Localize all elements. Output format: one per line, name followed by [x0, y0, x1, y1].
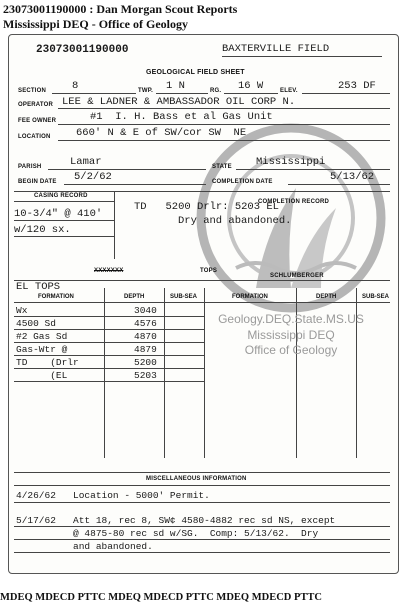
rg-value: 16 W — [238, 80, 264, 92]
completion-line-1: TD 5200 Drlr: 5203 EL — [134, 201, 279, 213]
parish-value: Lamar — [70, 156, 102, 168]
completion-line-2: Dry and abandoned. — [178, 215, 292, 227]
casing-record-label: CASING RECORD — [34, 193, 88, 199]
th-formation-left: FORMATION — [38, 294, 74, 300]
el-tops-label: EL TOPS — [16, 281, 61, 293]
api-number: 23073001190000 — [36, 44, 129, 56]
th-subsea-left: SUB-SEA — [170, 294, 198, 300]
th-subsea-right: SUB-SEA — [362, 294, 390, 300]
operator-value: LEE & LADNER & AMBASSADOR OIL CORP N. — [62, 96, 296, 108]
tops-row-depth: 4870 — [134, 331, 157, 342]
tops-row-depth: 4576 — [134, 318, 157, 329]
th-formation-right: FORMATION — [232, 294, 268, 300]
tops-row-formation: 4500 Sd — [16, 318, 56, 329]
state-label: STATE — [212, 164, 232, 170]
fee-owner-value: #1 I. H. Bass et al Gas Unit — [90, 111, 273, 123]
misc-line: 4/26/62 Location - 5000' Permit. — [16, 490, 210, 501]
misc-line: and abandoned. — [16, 541, 153, 552]
section-label: SECTION — [18, 88, 47, 94]
tops-row-formation: Gas-Wtr @ — [16, 344, 68, 355]
elev-label: ELEV. — [280, 88, 298, 94]
footer-banner: MDEQ MDECD PTTC MDEQ MDECD PTTC MDEQ MDECD PTTC — [0, 592, 322, 603]
watermark-org: Mississippi DEQ — [247, 328, 335, 342]
tops-row-depth: 3040 — [134, 305, 157, 316]
location-value: 660' N & E of SW/cor SW NE — [76, 127, 247, 139]
misc-line: 5/17/62 Att 18, rec 8, SW¢ 4580-4882 rec sd NS, except — [16, 515, 336, 526]
twp-value: 1 N — [166, 80, 185, 92]
page-header-title: 23073001190000 : Dan Morgan Scout Reports — [3, 2, 238, 16]
tops-row-formation: (EL — [16, 370, 68, 381]
misc-line: @ 4875-80 rec sd w/SG. Comp: 5/13/62. Dry — [16, 528, 319, 539]
watermark-office: Office of Geology — [244, 343, 338, 357]
sheet-title: GEOLOGICAL FIELD SHEET — [146, 69, 245, 76]
th-depth-right: DEPTH — [316, 294, 337, 300]
location-label: LOCATION — [18, 134, 51, 140]
field-name: BAXTERVILLE FIELD — [222, 43, 330, 55]
operator-label: OPERATOR — [18, 102, 54, 108]
elev-value: 253 DF — [338, 80, 376, 92]
misc-label: MISCELLANEOUS INFORMATION — [146, 476, 247, 482]
parish-label: PARISH — [18, 164, 42, 170]
th-depth-left: DEPTH — [124, 294, 145, 300]
tops-row-depth: 5200 — [134, 357, 157, 368]
fee-owner-label: FEE OWNER — [18, 118, 57, 124]
completion-date-value: 5/13/62 — [330, 171, 375, 183]
casing-line-1: 10-3/4" @ 410' — [14, 208, 103, 220]
section-value: 8 — [72, 80, 79, 92]
tops-row-formation: TD (Drlr — [16, 357, 79, 368]
begin-date-label: BEGIN DATE — [18, 179, 57, 185]
rg-label: RG. — [210, 88, 222, 94]
completion-record-label: COMPLETION RECORD — [258, 199, 330, 205]
twp-label: TWP. — [138, 88, 154, 94]
casing-line-2: w/120 sx. — [14, 224, 71, 236]
tops-label: TOPS — [200, 268, 218, 274]
tops-row-formation: Wx — [16, 305, 28, 316]
field-underline — [222, 56, 382, 57]
tops-row-depth: 5203 — [134, 370, 157, 381]
watermark-site: Geology.DEQ.State.MS.US — [218, 312, 364, 326]
state-value: Mississippi — [256, 156, 326, 168]
tops-row-formation: #2 Gas Sd — [16, 331, 68, 342]
tops-row-depth: 4879 — [134, 344, 157, 355]
completion-date-label: COMPLETION DATE — [212, 179, 273, 185]
begin-date-value: 5/2/62 — [74, 171, 112, 183]
schlumberger-label: SCHLUMBERGER — [270, 273, 324, 279]
struck-label: XXXXXXX — [94, 268, 124, 274]
page-header-subtitle: Mississippi DEQ - Office of Geology — [3, 17, 188, 31]
